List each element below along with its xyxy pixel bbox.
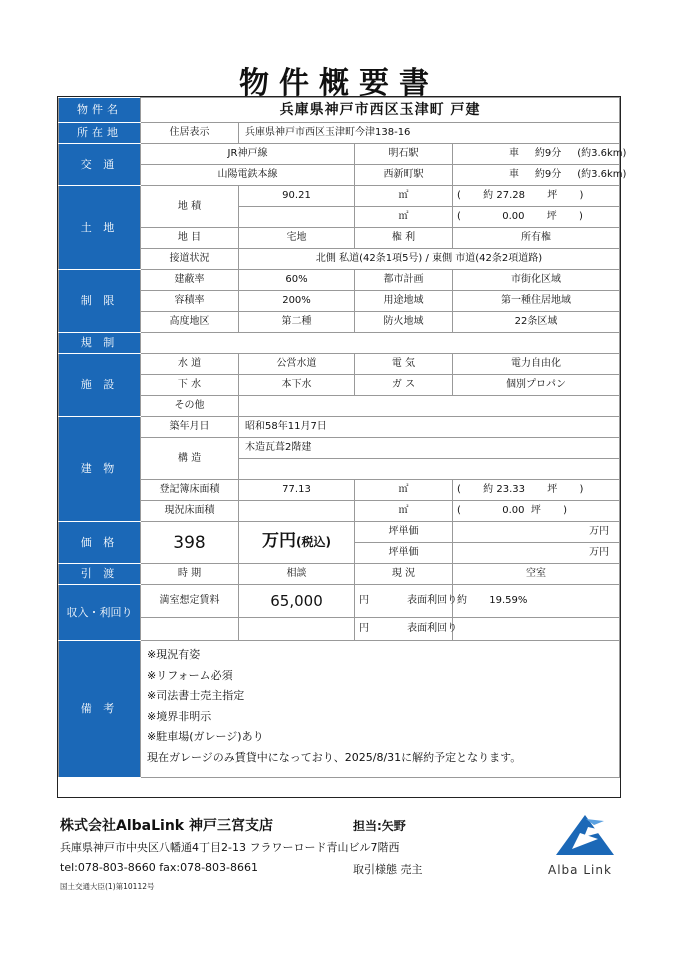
company-address: 兵庫県神戸市中央区八幡通4丁目2-13 フラワーロード青山ビル7階西 — [60, 841, 400, 854]
transport-minutes-2: 約9分 — [534, 169, 562, 180]
yen-unit: 円 — [359, 595, 369, 606]
land-area-m2: 90.21 — [239, 186, 355, 207]
yield-2 — [453, 618, 620, 641]
label-facilities: 施 設 — [59, 354, 141, 417]
label-income: 収入・利回り — [59, 585, 141, 641]
label-yield: 表面利回り — [407, 595, 458, 606]
label-height-district: 高度地区 — [141, 312, 239, 333]
structure-extra — [239, 459, 620, 480]
property-summary-table — [58, 97, 627, 778]
height-district: 第二種 — [239, 312, 355, 333]
transaction-type: 取引様態 売主 — [353, 863, 423, 876]
registered-area-tsubo — [453, 480, 620, 501]
current-tsubo-value: 0.00 — [502, 505, 525, 516]
label-delivery-timing: 時 期 — [141, 564, 239, 585]
label-road-access: 接道状況 — [141, 249, 239, 270]
paren-open: ( — [457, 505, 461, 516]
current-area — [239, 501, 355, 522]
label-water: 水 道 — [141, 354, 239, 375]
transport-time-2 — [453, 165, 627, 186]
label-regulation: 規 制 — [59, 333, 141, 354]
paren-close: ) — [563, 505, 568, 516]
paren-close: ) — [579, 190, 584, 201]
page-title: 物件概要書 — [239, 66, 439, 101]
sewer: 本下水 — [239, 375, 355, 396]
about-label: 約 — [483, 484, 494, 495]
land-area-tsubo — [453, 186, 620, 207]
yen-unit: 円 — [359, 623, 369, 634]
rent-2-label — [141, 618, 239, 641]
rent: 65,000 — [239, 585, 355, 618]
transport-station-1: 明石駅 — [355, 144, 453, 165]
about-label: 約 — [457, 595, 467, 606]
delivery-timing: 相談 — [239, 564, 355, 585]
gas: 個別プロパン — [453, 375, 620, 396]
tsubo-unit: 坪 — [547, 190, 558, 201]
transport-distance-1: (約3.6km) — [577, 148, 627, 159]
label-rent: 満室想定賃料 — [141, 585, 239, 618]
label-land-area: 地 積 — [141, 186, 239, 228]
current-area-tsubo — [453, 501, 620, 522]
label-yield: 表面利回り — [407, 623, 458, 634]
company-name: 株式会社AlbaLink 神戸三宮支店 — [60, 818, 273, 834]
label-coverage: 建蔽率 — [141, 270, 239, 291]
logo-text: Alba Link — [548, 863, 612, 877]
regulation-value — [141, 333, 620, 354]
label-far: 容積率 — [141, 291, 239, 312]
paren-close: ) — [579, 211, 583, 222]
land-area2-unit: ㎡ — [355, 207, 453, 228]
yield: 19.59% — [489, 595, 528, 606]
city-plan: 市街化区域 — [453, 270, 620, 291]
registered-area-unit: ㎡ — [355, 480, 453, 501]
about-label: 約 — [483, 190, 494, 201]
label-gas: ガ ス — [355, 375, 453, 396]
footer — [60, 815, 620, 935]
label-city-plan: 都市計画 — [355, 270, 453, 291]
land-category: 宅地 — [239, 228, 355, 249]
land-area2-m2 — [239, 207, 355, 228]
transport-mode-1: 車 — [509, 148, 519, 159]
coverage: 60% — [239, 270, 355, 291]
label-tsubo-price-2: 坪単価 — [355, 543, 453, 564]
company-phone: tel:078-803-8660 fax:078-803-8661 — [60, 861, 259, 874]
electric: 電力自由化 — [453, 354, 620, 375]
price-unit: 万円 — [262, 531, 296, 551]
label-delivery: 引 渡 — [59, 564, 141, 585]
road-access: 北側 私道(42条1項5号) / 東側 市道(42条2項道路) — [239, 249, 620, 270]
label-property-name: 物件名 — [59, 98, 141, 123]
label-current-status: 現 況 — [355, 564, 453, 585]
label-land: 土 地 — [59, 186, 141, 270]
label-restriction: 制 限 — [59, 270, 141, 333]
built-date: 昭和58年11月7日 — [239, 417, 620, 438]
note-line: ※駐車場(ガレージ)あり — [147, 730, 264, 743]
label-electric: 電 気 — [355, 354, 453, 375]
paren-open: ( — [457, 484, 461, 495]
price-unit-cell — [239, 522, 355, 564]
label-transport: 交 通 — [59, 144, 141, 186]
water: 公営水道 — [239, 354, 355, 375]
transport-minutes-1: 約9分 — [534, 148, 562, 159]
notes-body — [141, 641, 620, 778]
tsubo-unit: 坪 — [546, 211, 557, 222]
current-area-unit: ㎡ — [355, 501, 453, 522]
tsubo-unit: 坪 — [530, 505, 541, 516]
label-building: 建 物 — [59, 417, 141, 522]
note-line: 現在ガレージのみ賃貸中になっており、2025/8/31に解約予定となります。 — [147, 750, 522, 764]
registered-tsubo-value: 23.33 — [496, 484, 525, 495]
transport-time-1 — [453, 144, 627, 165]
price-amount: 398 — [141, 522, 239, 564]
paren-open: ( — [457, 190, 461, 201]
note-line: ※リフォーム必須 — [147, 668, 233, 682]
property-summary-sheet — [57, 96, 627, 798]
license-number: 国土交通大臣(1)第10112号 — [60, 882, 155, 891]
transport-station-2: 西新町駅 — [355, 165, 453, 186]
label-current-area: 現況床面積 — [141, 501, 239, 522]
land-area-unit: ㎡ — [355, 186, 453, 207]
label-tsubo-price-1: 坪単価 — [355, 522, 453, 543]
yield-cell — [453, 585, 620, 618]
zoning: 第一種住居地域 — [453, 291, 620, 312]
label-location: 所在地 — [59, 123, 141, 144]
structure: 木造瓦葺2階建 — [239, 438, 620, 459]
tsubo-price-1: 万円 — [453, 522, 620, 543]
label-sewer: 下 水 — [141, 375, 239, 396]
transport-mode-2: 車 — [509, 169, 519, 180]
land-tsubo-value: 27.28 — [496, 190, 525, 201]
label-zoning: 用途地域 — [355, 291, 453, 312]
land-area2-tsubo — [453, 207, 620, 228]
far: 200% — [239, 291, 355, 312]
person-in-charge: 担当:矢野 — [353, 819, 406, 833]
label-other: その他 — [141, 396, 239, 417]
current-status: 空室 — [453, 564, 620, 585]
note-line: ※司法書士売主指定 — [147, 689, 245, 702]
label-built-date: 築年月日 — [141, 417, 239, 438]
label-price: 価 格 — [59, 522, 141, 564]
rent-2-yen — [355, 618, 458, 641]
transport-distance-2: (約3.6km) — [577, 169, 627, 180]
rent-yen — [355, 585, 458, 618]
label-notes: 備 考 — [59, 641, 141, 778]
paren-open: ( — [457, 211, 461, 222]
note-line: ※境界非明示 — [147, 709, 212, 723]
registered-area: 77.13 — [239, 480, 355, 501]
land-rights: 所有権 — [453, 228, 620, 249]
transport-line-1: JR神戸線 — [141, 144, 355, 165]
label-registered-area: 登記簿床面積 — [141, 480, 239, 501]
paren-close: ) — [579, 484, 584, 495]
land2-tsubo-value: 0.00 — [502, 211, 525, 222]
fire-district: 22条区域 — [453, 312, 620, 333]
note-line: ※現況有姿 — [147, 648, 201, 661]
address: 兵庫県神戸市西区玉津町今津138-16 — [239, 123, 620, 144]
other-facilities — [239, 396, 620, 417]
label-structure: 構 造 — [141, 438, 239, 480]
tsubo-unit: 坪 — [547, 484, 558, 495]
label-fire-district: 防火地域 — [355, 312, 453, 333]
label-land-category: 地 目 — [141, 228, 239, 249]
tsubo-price-2: 万円 — [453, 543, 620, 564]
transport-line-2: 山陽電鉄本線 — [141, 165, 355, 186]
rent-2 — [239, 618, 355, 641]
property-name: 兵庫県神戸市西区玉津町 戸建 — [141, 98, 620, 123]
address-type: 住居表示 — [141, 123, 239, 144]
price-tax: (税込) — [296, 535, 331, 549]
label-land-rights: 権 利 — [355, 228, 453, 249]
